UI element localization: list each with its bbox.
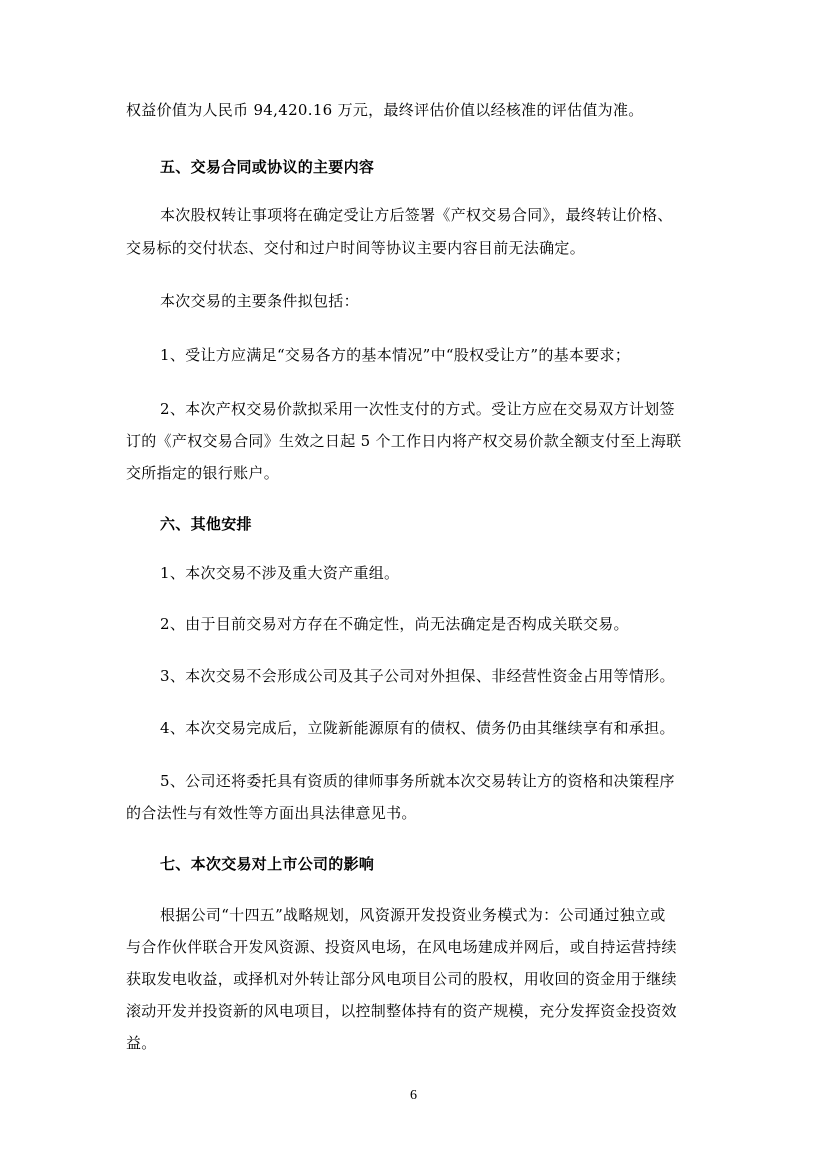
list-item: 2、由于目前交易对方存在不确定性，尚无法确定是否构成关联交易。 xyxy=(160,615,629,633)
section-heading: 七、本次交易对上市公司的影响 xyxy=(160,855,375,873)
list-item: 2、本次产权交易价款拟采用一次性支付的方式。受让方应在交易双方计划签 xyxy=(160,400,675,418)
paragraph-line: 益。 xyxy=(126,1034,157,1052)
paragraph-line: 的合法性与有效性等方面出具法律意见书。 xyxy=(126,804,417,822)
section-heading: 五、交易合同或协议的主要内容 xyxy=(160,158,375,176)
paragraph-line: 订的《产权交易合同》生效之日起 5 个工作日内将产权交易价款全额支付至上海联 xyxy=(126,432,682,450)
section-heading: 六、其他安排 xyxy=(160,515,252,533)
paragraph-line: 交易标的交付状态、交付和过户时间等协议主要内容目前无法确定。 xyxy=(126,239,586,257)
paragraph-line: 本次股权转让事项将在确定受让方后签署《产权交易合同》，最终转让价格、 xyxy=(160,206,673,224)
paragraph-line: 权益价值为人民币 94,420.16 万元，最终评估价值以经核准的评估值为准。 xyxy=(126,101,644,119)
list-item: 1、受让方应满足“交易各方的基本情况”中“股权受让方”的基本要求； xyxy=(160,346,631,364)
list-item: 4、本次交易完成后，立陇新能源原有的债权、债务仍由其继续享有和承担。 xyxy=(160,719,675,737)
paragraph-line: 获取发电收益，或择机对外转让部分风电项目公司的股权，用收回的资金用于继续 xyxy=(126,970,677,988)
list-item: 5、公司还将委托具有资质的律师事务所就本次交易转让方的资格和决策程序 xyxy=(160,772,675,790)
list-item: 3、本次交易不会形成公司及其子公司对外担保、非经营性资金占用等情形。 xyxy=(160,667,675,685)
page-number: 6 xyxy=(410,1088,417,1103)
paragraph-line: 与合作伙伴联合开发风资源、投资风电场，在风电场建成并网后，或自持运营持续 xyxy=(126,938,677,956)
paragraph-line: 滚动开发并投资新的风电项目，以控制整体持有的资产规模，充分发挥资金投资效 xyxy=(126,1002,677,1020)
paragraph-line: 根据公司“十四五”战略规划，风资源开发投资业务模式为：公司通过独立或 xyxy=(160,906,666,924)
list-item: 1、本次交易不涉及重大资产重组。 xyxy=(160,564,400,582)
paragraph-line: 本次交易的主要条件拟包括： xyxy=(160,292,359,310)
paragraph-line: 交所指定的银行账户。 xyxy=(126,464,280,482)
